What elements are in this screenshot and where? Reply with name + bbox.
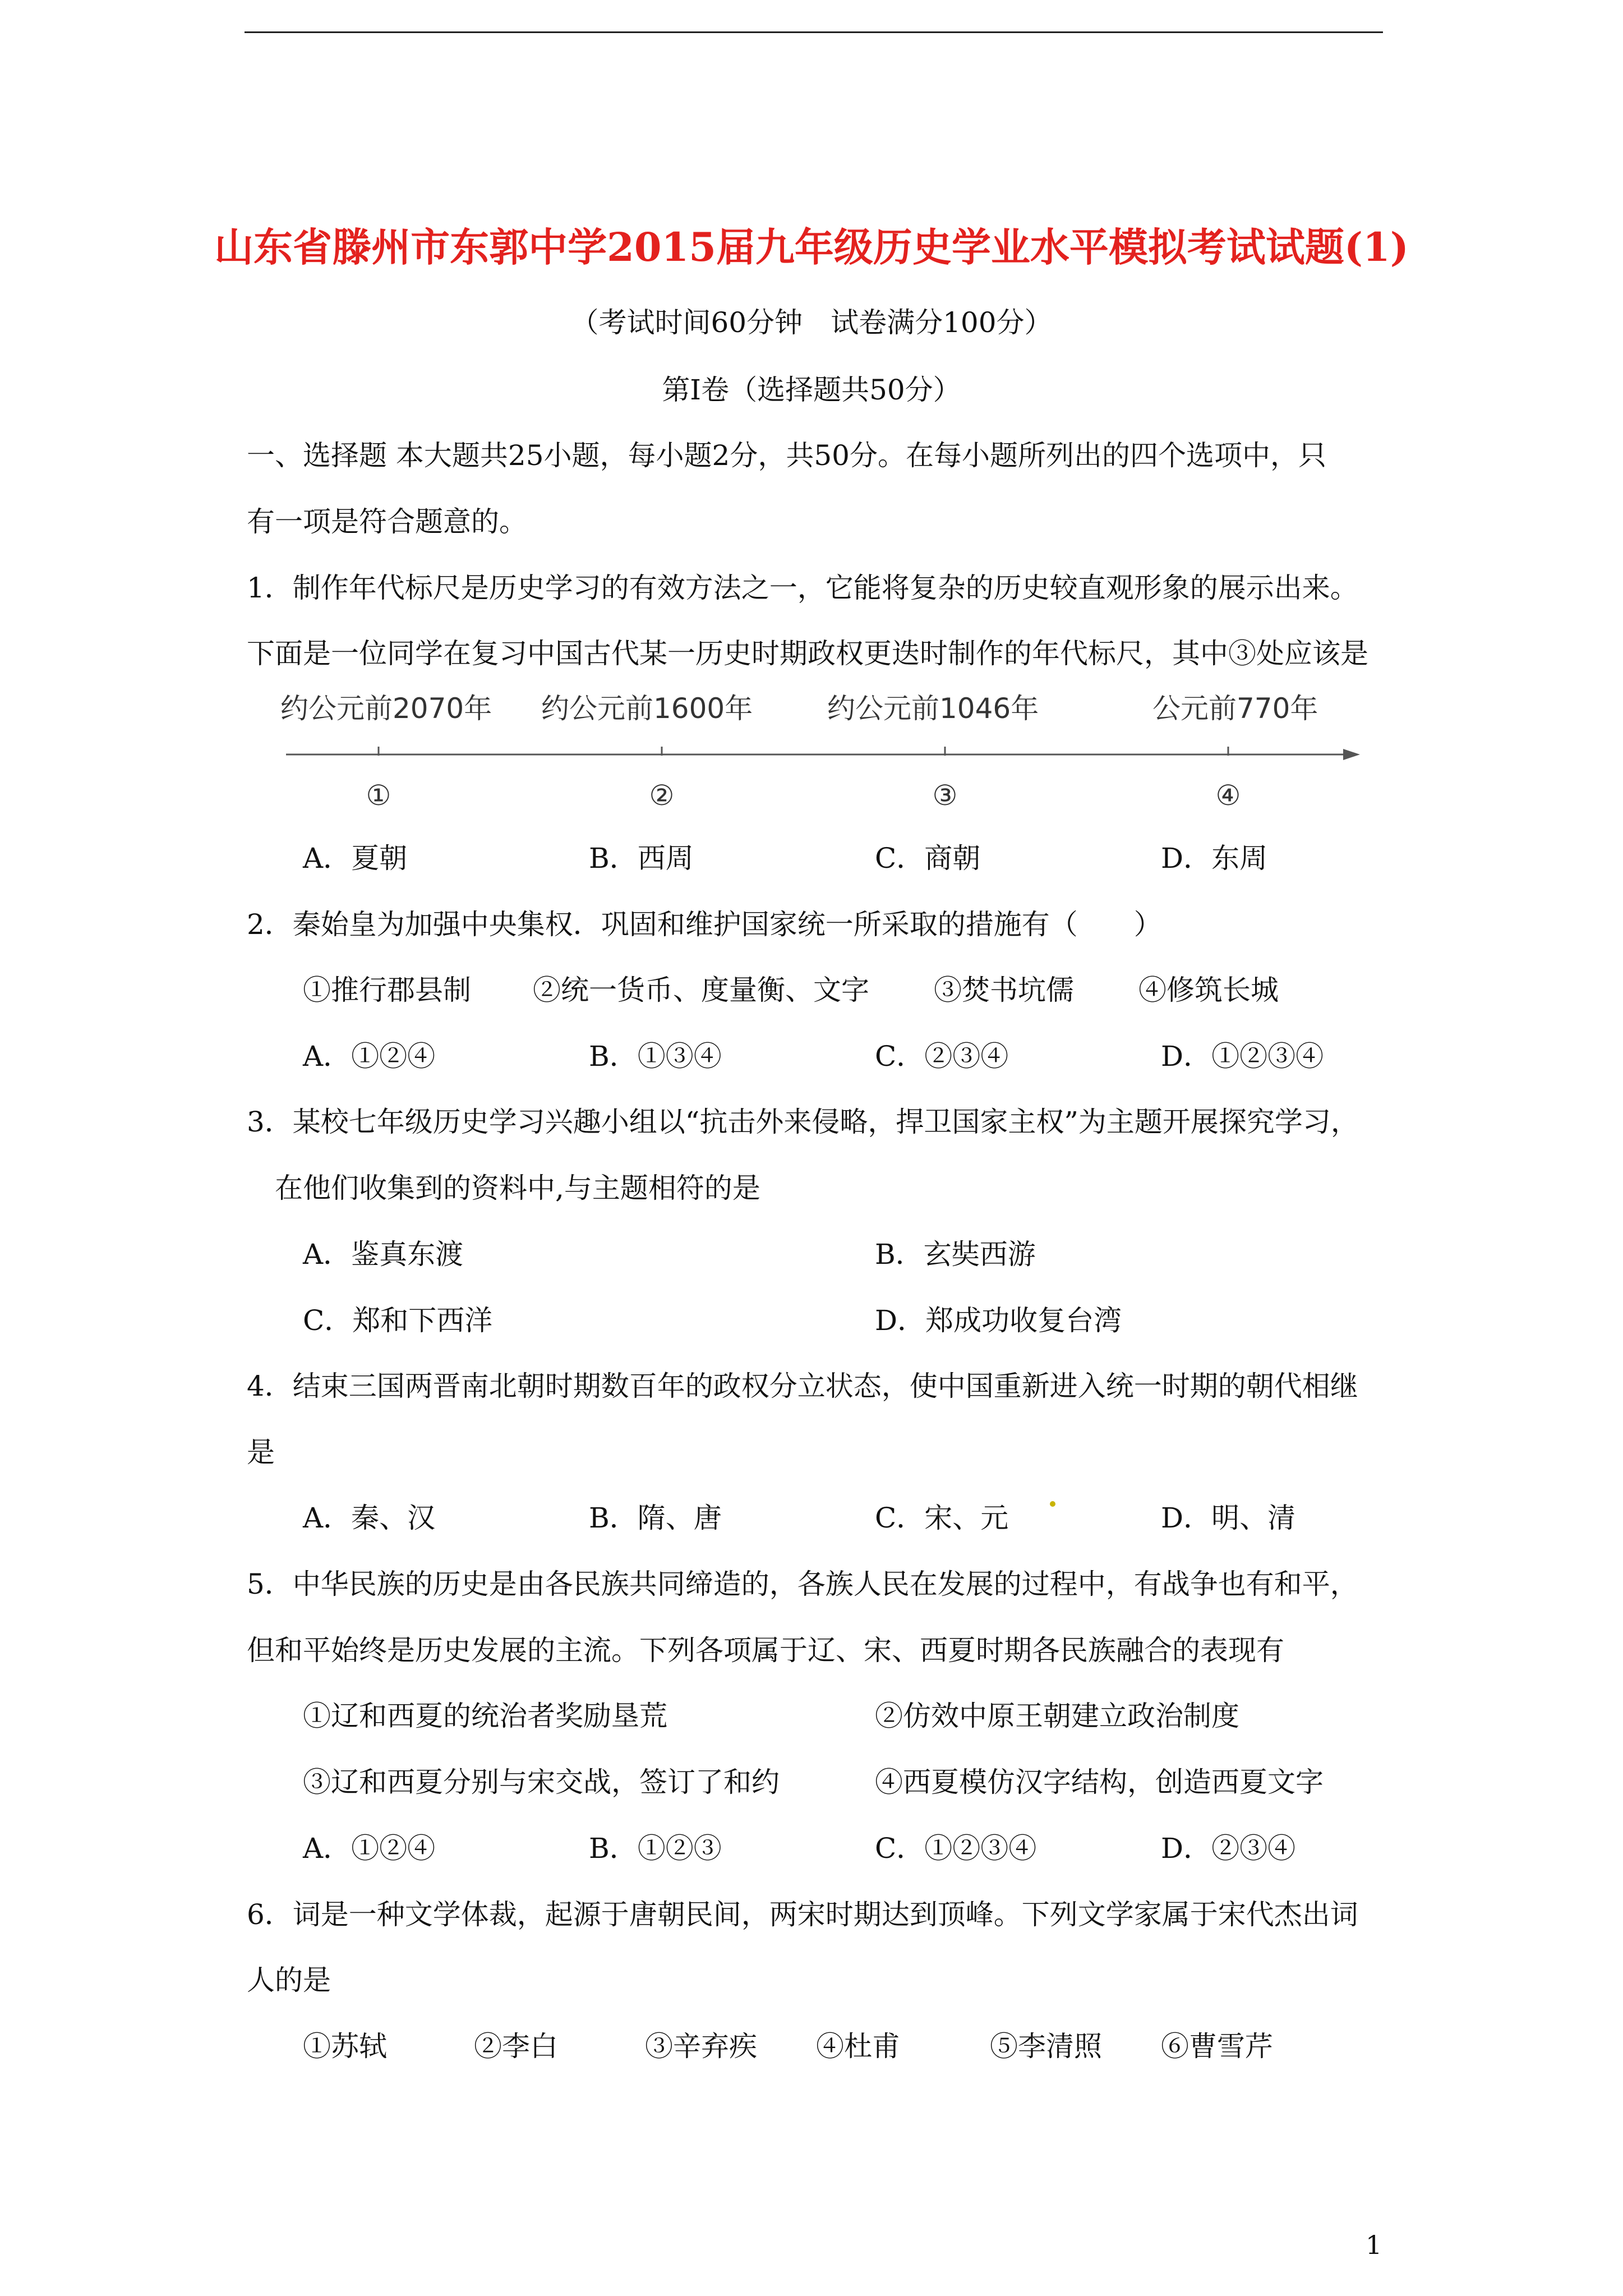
q1-line-2: 下面是一位同学在复习中国古代某一历史时期政权更迭时制作的年代标尺，其中③处应该是 bbox=[247, 637, 1368, 670]
exam-info: （考试时间60分钟 试卷满分100分） bbox=[570, 306, 1053, 339]
q6-item-2: ②李白 bbox=[474, 2030, 558, 2063]
q3-option-b: B．玄奘西游 bbox=[875, 1238, 1036, 1271]
q1-option-a: A．夏朝 bbox=[303, 842, 408, 875]
q2-option-a: A．①②④ bbox=[303, 1040, 436, 1073]
q2-option-c: C．②③④ bbox=[875, 1040, 1009, 1073]
timeline-chart bbox=[280, 687, 1363, 816]
q1-option-b: B．西周 bbox=[589, 842, 694, 875]
q2-item-3: ③焚书坑儒 bbox=[934, 974, 1074, 1006]
q3-line-1: 3．某校七年级历史学习兴趣小组以“抗击外来侵略，捍卫国家主权”为主题开展探究学习， bbox=[247, 1106, 1359, 1138]
timeline-marker-1: ① bbox=[366, 779, 391, 812]
q5-item-4: ④西夏模仿汉字结构，创造西夏文字 bbox=[875, 1766, 1324, 1798]
q4-option-c: C．宋、元 bbox=[875, 1502, 1009, 1534]
q4-option-d: D．明、清 bbox=[1161, 1502, 1296, 1534]
q5-option-d: D．②③④ bbox=[1161, 1832, 1296, 1865]
q5-option-b: B．①②③ bbox=[589, 1832, 722, 1865]
q2-line-1: 2．秦始皇为加强中央集权．巩固和维护国家统一所采取的措施有（ ） bbox=[247, 908, 1162, 941]
timeline-marker-2: ② bbox=[649, 779, 675, 812]
q6-item-3: ③辛弃疾 bbox=[645, 2030, 757, 2063]
q2-option-d: D．①②③④ bbox=[1161, 1040, 1324, 1073]
q6-item-4: ④杜甫 bbox=[816, 2030, 900, 2063]
q6-item-6: ⑥曹雪芹 bbox=[1161, 2030, 1273, 2063]
q4-line-1: 4．结束三国两晋南北朝时期数百年的政权分立状态，使中国重新进入统一时期的朝代相继 bbox=[247, 1370, 1358, 1402]
instructions-line-2: 有一项是符合题意的。 bbox=[247, 505, 527, 538]
q2-item-2: ②统一货币、度量衡、文字 bbox=[533, 974, 869, 1006]
instructions-line-1: 一、选择题 本大题共25小题，每小题2分，共50分。在每小题所列出的四个选项中，只 bbox=[247, 439, 1326, 472]
q1-line-1: 1．制作年代标尺是历史学习的有效方法之一，它能将复杂的历史较直观形象的展示出来。 bbox=[247, 572, 1358, 604]
q4-line-2: 是 bbox=[247, 1436, 275, 1469]
q5-option-a: A．①②④ bbox=[303, 1832, 436, 1865]
q3-option-a: A．鉴真东渡 bbox=[303, 1238, 464, 1271]
timeline-label-2: 约公元前1600年 bbox=[541, 692, 753, 725]
q6-item-5: ⑤李清照 bbox=[990, 2030, 1102, 2063]
q3-line-2: 在他们收集到的资料中,与主题相符的是 bbox=[275, 1172, 760, 1204]
q3-option-c: C．郑和下西洋 bbox=[303, 1304, 493, 1337]
q1-option-d: D．东周 bbox=[1161, 842, 1268, 875]
q4-option-b: B．隋、唐 bbox=[589, 1502, 722, 1534]
timeline-arrow-icon bbox=[1343, 749, 1360, 760]
q2-item-1: ①推行郡县制 bbox=[303, 974, 471, 1006]
timeline-label-4: 公元前770年 bbox=[1152, 692, 1318, 725]
q6-item-1: ①苏轼 bbox=[303, 2030, 387, 2063]
q5-line-2: 但和平始终是历史发展的主流。下列各项属于辽、宋、西夏时期各民族融合的表现有 bbox=[247, 1634, 1284, 1667]
q2-item-4: ④修筑长城 bbox=[1138, 974, 1279, 1006]
q5-item-2: ②仿效中原王朝建立政治制度 bbox=[875, 1700, 1239, 1732]
timeline-marker-3: ③ bbox=[932, 779, 958, 812]
timeline-marker-4: ④ bbox=[1215, 779, 1241, 812]
q5-item-3: ③辽和西夏分别与宋交战，签订了和约 bbox=[303, 1766, 780, 1798]
section-title: 第Ⅰ卷（选择题共50分） bbox=[662, 374, 961, 406]
q5-item-1: ①辽和西夏的统治者奖励垦荒 bbox=[303, 1700, 667, 1732]
page-number: 1 bbox=[1366, 2230, 1382, 2260]
q1-option-c: C．商朝 bbox=[875, 842, 981, 875]
q5-line-1: 5．中华民族的历史是由各民族共同缔造的，各族人民在发展的过程中，有战争也有和平， bbox=[247, 1568, 1358, 1600]
q6-line-1: 6．词是一种文学体裁，起源于唐朝民间，两宋时期达到顶峰。下列文学家属于宋代杰出词 bbox=[247, 1898, 1358, 1931]
q2-option-b: B．①③④ bbox=[589, 1040, 722, 1073]
timeline-label-1: 约公元前2070年 bbox=[280, 692, 492, 725]
q3-option-d: D．郑成功收复台湾 bbox=[875, 1304, 1122, 1337]
q5-option-c: C．①②③④ bbox=[875, 1832, 1037, 1865]
q6-line-2: 人的是 bbox=[247, 1964, 331, 1996]
exam-title: 山东省滕州市东郭中学2015届九年级历史学业水平模拟考试试题(1) bbox=[214, 224, 1409, 270]
stray-dot bbox=[1050, 1501, 1055, 1507]
timeline-label-3: 约公元前1046年 bbox=[827, 692, 1039, 725]
q4-option-a: A．秦、汉 bbox=[303, 1502, 436, 1534]
top-rule bbox=[245, 31, 1383, 33]
